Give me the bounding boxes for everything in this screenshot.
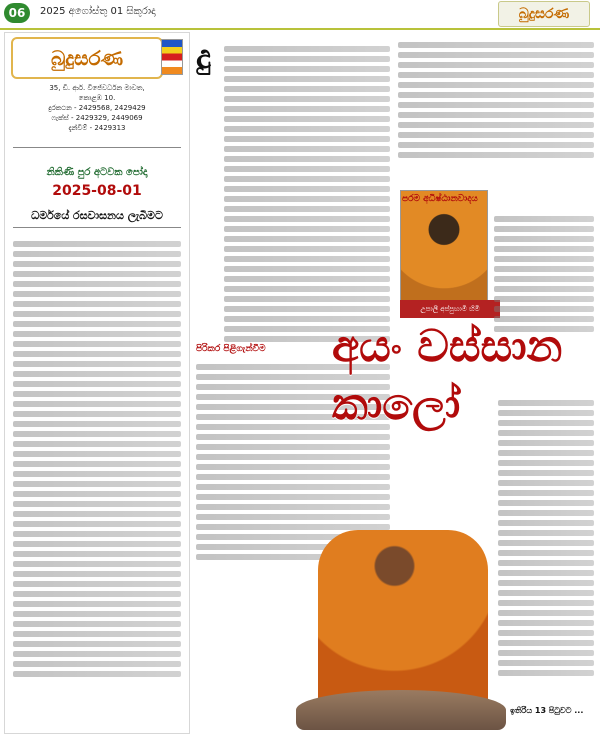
poya-date: 2025-08-01 bbox=[52, 183, 142, 199]
address-block bbox=[13, 83, 181, 133]
subhead-parama: පරම අධිෂ්ඨානවාදය bbox=[402, 194, 478, 204]
address-line: 35, ඩී. ආර්. විජේවර්ධන මාවත, bbox=[49, 84, 145, 92]
buddhist-flag-icon bbox=[161, 39, 183, 75]
subhead-paramaadhishtana: පිරිකර පිළිගැන්වීම bbox=[196, 344, 266, 354]
left-panel bbox=[4, 32, 190, 734]
page-header bbox=[0, 0, 600, 30]
poya-title: නිකිණි පුර අටවක පෝදා bbox=[46, 167, 148, 178]
right-text-lines-3 bbox=[498, 396, 594, 680]
right-text-lines bbox=[398, 38, 594, 162]
masthead: බුදුසරණ bbox=[11, 37, 163, 79]
divider bbox=[13, 227, 181, 228]
address-line: දැන්වීම් - 2429313 bbox=[68, 124, 126, 132]
drop-cap: දු bbox=[196, 37, 212, 77]
main-headline: අයං වස්සාන කාලෝ bbox=[332, 321, 563, 430]
address-line: දුරකථන - 2429568, 2429429 bbox=[48, 104, 146, 112]
continued-note: ඉතිරිය 13 පිටුවට ... bbox=[510, 706, 584, 715]
date-text: 2025 අගෝස්තු 01 සිකුරාදා bbox=[40, 6, 156, 17]
divider bbox=[13, 147, 181, 148]
body-text-lines bbox=[13, 237, 181, 681]
photo-caption: උපාලී අප්පුහාමි හිමි bbox=[400, 300, 500, 318]
address-line: කොළඹ 10. bbox=[78, 94, 116, 102]
dharma-section-title: ධර්මයේ රසවාසනය ලැබීමට bbox=[31, 209, 163, 222]
masthead-top: බුදුසරණ bbox=[498, 1, 590, 27]
address-line: ෆැක්ස් - 2429329, 2449069 bbox=[51, 114, 143, 122]
page-number: 06 bbox=[4, 3, 30, 23]
middle-text-lines bbox=[224, 42, 390, 346]
rock-image bbox=[296, 690, 506, 730]
